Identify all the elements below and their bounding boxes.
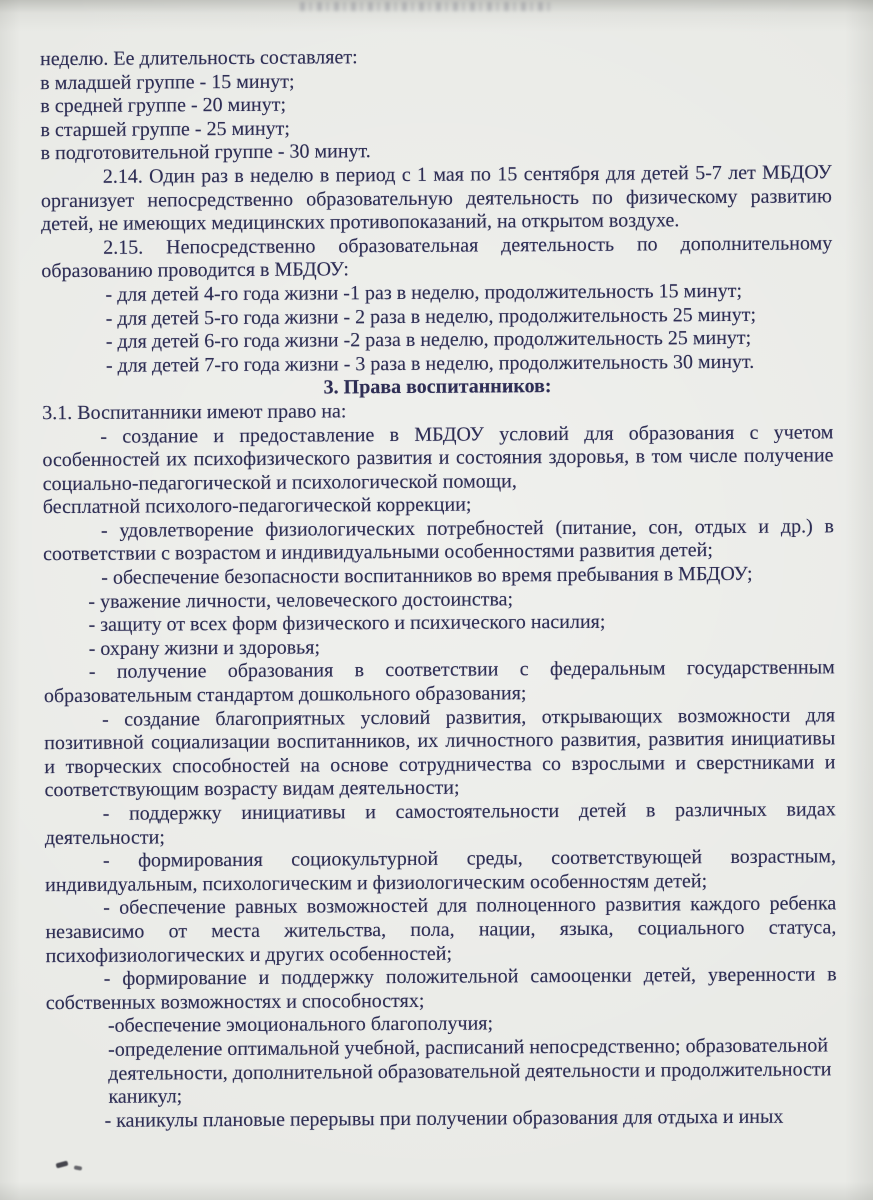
paragraph: - создание и предоставление в МБДОУ условий для образования с учетом особенностей их психофизического развития и состояния здоровья, в том числе получение социально-педагогической и психологической помощи,: [42, 420, 834, 495]
list-item: - для детей 7-го года жизни - 3 раза в неделю, продолжительность 30 минут.: [105, 350, 755, 377]
paragraph: - удовлетворение физиологических потребностей (питание, сон, отдых и др.) в соответствии с возрастом и индивидуальными особенностями развития детей;: [43, 515, 835, 566]
list-item: - для детей 6-го года жизни -2 раза в неделю, продолжительность 25 минут;: [105, 326, 752, 353]
paragraph: 2.14. Один раз в неделю в период с 1 мая по 15 сентября для детей 5-7 лет МБДОУ организует непосредственно образовательную деятельность по физическому развитию детей, не имеющих медицинских противопоказаний, на открытом воздухе.: [40, 161, 832, 236]
list-item: в подготовительной группе - 30 минут.: [40, 140, 371, 165]
list-item: - охрану жизни и здоровья;: [88, 636, 321, 660]
list-item: в средней группе - 20 минут;: [40, 93, 287, 118]
list-item: - обеспечение безопасности воспитанников во время пребывания в МБДОУ;: [101, 562, 753, 589]
paragraph: бесплатной психолого-педагогической коррекции;: [42, 493, 472, 519]
paragraph: -определение оптимальной учебной, расписаний непосредственно; образовательной деятельности, дополнительной образовательной деятельности и продолжительности каникул;: [108, 1034, 832, 1108]
document-text-block: [40, 43, 838, 1133]
paragraph: - формирования социокультурной среды, соответствующей возрастным, индивидуальным, психологическим и физиологическим особенностям детей;: [45, 845, 837, 896]
paragraph: - формирование и поддержку положительной самооценки детей, уверенности в собственных возможностях и способностях;: [45, 963, 837, 1014]
scan-bleed-through-artifact: [300, 2, 550, 11]
list-item: - защиту от всех форм физического и психического насилия;: [88, 610, 606, 637]
paragraph: неделю. Ее длительность составляет:: [40, 46, 358, 71]
paragraph: - каникулы плановые перерывы при получении образования для отдыха и иных: [104, 1105, 784, 1132]
scan-ink-smudge: [56, 1161, 69, 1169]
paragraph: - обеспечение равных возможностей для полноценного развития каждого ребенка независимо от места жительства, пола, нации, языка, социального статуса, психофизиологических и других особенностей;: [45, 892, 837, 967]
list-item: в старшей группе - 25 минут;: [40, 117, 290, 141]
paragraph: 2.15. Непосредственно образовательная деятельность по дополнительному образованию проводится в МБДОУ:: [41, 232, 833, 283]
paragraph: - поддержку инициативы и самостоятельности детей в различных видах деятельности;: [44, 798, 836, 849]
paragraph: - создание благоприятных условий развития, открывающих возможности для позитивной социализации воспитанников, их личностного развития, развития инициативы и творческих способностей на основе сотрудничества со взрослыми и сверстниками и соответствующим возрасту видам деятельности;: [44, 703, 836, 802]
paragraph: - получение образования в соответствии с федеральным государственным образовательным стандартом дошкольного образования;: [43, 656, 835, 708]
list-item: - для детей 4-го года жизни -1 раз в неделю, продолжительность 15 минут;: [105, 279, 743, 306]
list-item: - уважение личности, человеческого достоинства;: [88, 587, 514, 613]
section-heading: 3. Права воспитанников:: [323, 375, 552, 399]
list-item: - для детей 5-го года жизни - 2 раза в неделю, продолжительность 25 минут;: [105, 303, 757, 330]
list-item: -обеспечение эмоционального благополучия;: [107, 1012, 494, 1038]
paragraph: 3.1. Воспитанники имеют право на:: [42, 400, 347, 425]
scan-ink-smudge: [74, 1165, 83, 1170]
list-item: в младшей группе - 15 минут;: [40, 70, 295, 94]
